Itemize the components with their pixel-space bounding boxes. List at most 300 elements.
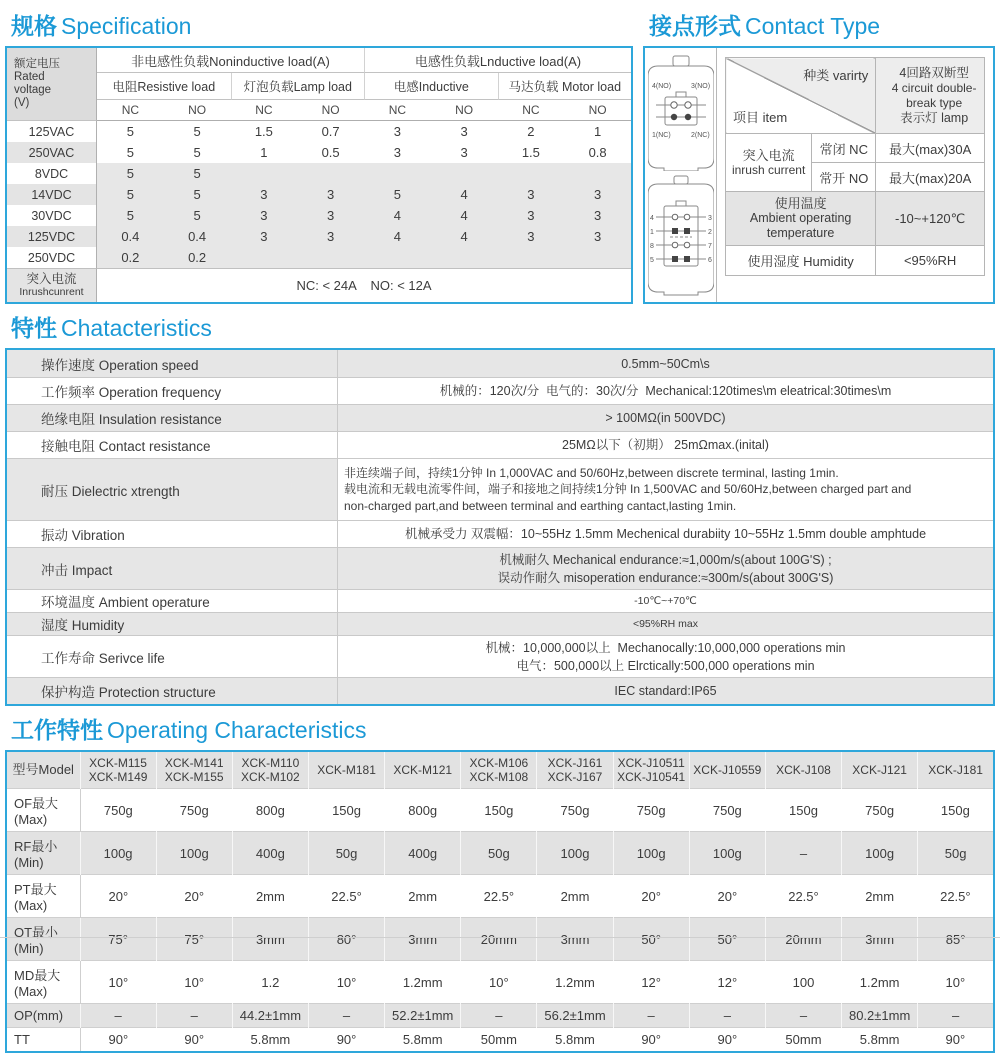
diagram2-label-5: 5 <box>649 257 654 264</box>
inrush-current-value: NC: < 24A NO: < 12A <box>97 268 631 302</box>
model-name: XCK-M110 <box>241 756 300 770</box>
operating-value: – <box>689 1004 765 1028</box>
operating-row-label: RF最小(Min) <box>6 832 80 875</box>
humidity-value: <95%RH <box>876 246 985 276</box>
characteristic-value-line: 机械：10,000,000以上 Mechanocally:10,000,000 operations min <box>485 640 846 655</box>
operating-value: 1.2mm <box>537 961 613 1004</box>
spec-title-en: Specification <box>61 13 192 39</box>
operating-value: 44.2±1mm <box>232 1004 308 1028</box>
diagram2-label-4: 4 <box>649 215 654 222</box>
vdc-value: 3 <box>260 187 268 202</box>
operating-row-label: OF最大(Max) <box>6 789 80 832</box>
characteristic-label: 操作速度 Operation speed <box>41 357 199 373</box>
vdc-value: 3 <box>527 208 535 223</box>
characteristic-label: 冲击 Impact <box>41 562 113 578</box>
vdc-value: 3 <box>327 187 335 202</box>
operating-row <box>6 832 994 875</box>
nc-no-header: NC <box>97 100 164 121</box>
characteristic-row <box>7 458 993 520</box>
model-column-header: 型号Model <box>6 751 80 789</box>
operating-value: 90° <box>80 1028 156 1053</box>
vdc-value-cell <box>431 163 498 268</box>
specification-table <box>5 46 633 304</box>
vdc-value <box>596 247 600 268</box>
operating-value: 20° <box>156 875 232 918</box>
operating-value: 90° <box>918 1028 994 1053</box>
operating-value: 90° <box>689 1028 765 1053</box>
vdc-value: 5 <box>193 166 201 181</box>
diagram1-label-2nc: 2(NC) <box>690 132 710 139</box>
load-subgroup-header: 电感Inductive <box>364 73 498 100</box>
contact-diagram-8-terminal <box>648 173 714 297</box>
diagram2-label-7: 7 <box>707 243 712 250</box>
contact-section-title <box>643 2 995 46</box>
operating-value: 3mm <box>842 918 918 961</box>
operating-value: 20° <box>613 875 689 918</box>
model-name-header <box>537 751 613 789</box>
characteristic-value <box>337 378 993 404</box>
vdc-value <box>329 247 333 268</box>
operating-value: 100g <box>613 832 689 875</box>
characteristics-section-title <box>5 304 995 348</box>
vdc-value: 5 <box>126 208 134 223</box>
vac-value-cell <box>564 121 631 163</box>
inrush-label-en: Inrushcunrent <box>19 285 84 298</box>
vdc-value <box>262 247 266 268</box>
voltage-row-label: 14VDC <box>7 184 97 205</box>
vac-value-cell <box>364 121 431 163</box>
load-subgroup-header: 马达负载 Motor load <box>498 73 632 100</box>
operating-value: 150g <box>308 789 384 832</box>
characteristic-label: 耐压 Dielectric xtrength <box>41 483 180 499</box>
model-name: XCK-M106 <box>469 756 529 770</box>
load-group-header: 电感性负载Lnductive load(A) <box>364 48 631 73</box>
characteristic-value-line: 非连续端子间，持续1分钟 In 1,000VAC and 50/60Hz,between discrete terminal, lasting 1min. <box>344 465 839 480</box>
characteristic-value <box>337 405 993 431</box>
vdc-value: 4 <box>393 208 401 223</box>
variety-line: break type <box>906 95 963 110</box>
operating-row-label: OP(mm) <box>6 1004 80 1028</box>
vdc-value: 0.2 <box>121 250 140 265</box>
characteristic-value <box>337 636 993 677</box>
operating-value: 2mm <box>385 875 461 918</box>
vac-value-cell <box>231 121 298 163</box>
vdc-value <box>462 247 466 268</box>
voltage-row-label: 250VDC <box>7 247 97 268</box>
load-subgroup-header: 电阻Resistive load <box>97 73 231 100</box>
nc-no-header: NO <box>431 100 498 121</box>
operating-value: 750g <box>842 789 918 832</box>
characteristic-value <box>337 613 993 635</box>
model-name: XCK-M115 <box>89 756 147 770</box>
voltage-row-label: 125VAC <box>7 121 97 142</box>
voltage-row-label: 125VDC <box>7 226 97 247</box>
char-title-zh: 特性 <box>11 315 57 341</box>
vdc-value: 5 <box>193 187 201 202</box>
vdc-value <box>262 163 266 184</box>
operating-row-label: TT <box>6 1028 80 1053</box>
vdc-value: 4 <box>460 229 468 244</box>
rated-voltage-line: voltage <box>14 84 52 96</box>
contact-type-table <box>725 57 985 276</box>
characteristic-label: 工作寿命 Serivce life <box>41 650 165 666</box>
vac-value: 1 <box>594 124 602 139</box>
diagram2-label-1: 1 <box>649 229 654 236</box>
characteristic-value-line: 25MΩ以下（初期） 25mΩmax.(inital) <box>562 438 769 452</box>
operating-section-title <box>5 706 995 750</box>
operating-value: 10° <box>156 961 232 1004</box>
operating-value: 20° <box>689 875 765 918</box>
characteristic-value-line: > 100MΩ(in 500VDC) <box>605 411 726 425</box>
operating-value: – <box>80 1004 156 1028</box>
characteristic-label: 绝缘电阻 Insulation resistance <box>41 412 222 427</box>
characteristic-row <box>7 377 993 404</box>
operating-value: 100g <box>537 832 613 875</box>
inrush-label-zh: 突入电流 <box>26 271 77 286</box>
operating-value: – <box>308 1004 384 1028</box>
model-name: XCK-J167 <box>547 770 603 784</box>
nc-no-header: NC <box>364 100 431 121</box>
vdc-value: 3 <box>327 208 335 223</box>
model-name: XCK-M121 <box>393 763 453 777</box>
vac-value: 5 <box>126 145 134 160</box>
vdc-value <box>462 163 466 184</box>
model-name: XCK-J161 <box>547 756 603 770</box>
characteristic-value-line: -10℃~+70℃ <box>634 595 697 607</box>
vac-value: 0.8 <box>588 145 607 160</box>
nc-no-header: NO <box>164 100 231 121</box>
operating-value: 50mm <box>461 1028 537 1053</box>
characteristic-label: 保护构造 Protection structure <box>41 685 216 700</box>
vdc-value: 3 <box>527 229 535 244</box>
variety-line: 4 circuit double- <box>891 80 977 95</box>
characteristic-value-line: <95%RH max <box>632 618 699 630</box>
operating-value: 52.2±1mm <box>385 1004 461 1028</box>
model-name: XCK-M102 <box>241 770 300 784</box>
model-name: XCK-J10541 <box>617 770 686 784</box>
operating-value: 150g <box>918 789 994 832</box>
operating-value: 75° <box>80 918 156 961</box>
operating-value: 90° <box>613 1028 689 1053</box>
no-label: 常开 NO <box>812 163 876 192</box>
characteristic-value-line: IEC standard:IP65 <box>614 684 717 698</box>
model-name-header <box>765 751 841 789</box>
model-name-header <box>689 751 765 789</box>
vac-value-cell <box>498 121 565 163</box>
characteristic-row <box>7 520 993 547</box>
characteristic-value-line: 机械承受力 双震幅：10~55Hz 1.5mm Mechenical durabiity 10~55Hz 1.5mm double amphtude <box>404 527 927 541</box>
vdc-value: 4 <box>460 208 468 223</box>
characteristic-value <box>337 432 993 458</box>
vdc-value <box>529 163 533 184</box>
model-name: XCK-M149 <box>88 770 148 784</box>
operating-value: – <box>765 832 841 875</box>
contact-title-en: Contact Type <box>745 13 881 39</box>
operating-value: 12° <box>613 961 689 1004</box>
operating-value: 1.2 <box>232 961 308 1004</box>
operating-value: 3mm <box>232 918 308 961</box>
contact-diagram-4-terminal <box>648 53 714 171</box>
operating-value: 50g <box>308 832 384 875</box>
op-title-en: Operating Characteristics <box>107 717 367 743</box>
model-name: XCK-M141 <box>164 756 224 770</box>
operating-value: 50° <box>689 918 765 961</box>
model-name: XCK-J10559 <box>693 763 762 777</box>
operating-value: 20mm <box>461 918 537 961</box>
diagram2-label-2: 2 <box>707 229 712 236</box>
voltage-row-label: 250VAC <box>7 142 97 163</box>
inrush-current-row-label <box>7 268 97 302</box>
operating-value: – <box>765 1004 841 1028</box>
characteristic-label: 环境温度 Ambient operature <box>41 595 210 610</box>
variety-line: 4回路双断型 <box>899 65 969 80</box>
model-name-header <box>918 751 994 789</box>
model-name: XCK-J181 <box>928 763 983 777</box>
vac-value: 0.5 <box>321 145 340 160</box>
operating-value: 22.5° <box>308 875 384 918</box>
operating-row-label: PT最大(Max) <box>6 875 80 918</box>
operating-value: 800g <box>385 789 461 832</box>
vac-value: 3 <box>393 124 401 139</box>
temp-label-en: temperature <box>766 225 835 240</box>
vdc-value: 3 <box>260 229 268 244</box>
spec-section-title <box>5 2 633 46</box>
vdc-value <box>396 247 400 268</box>
characteristic-value <box>337 590 993 612</box>
operating-value: 150g <box>461 789 537 832</box>
characteristic-label: 接触电阻 Contact resistance <box>41 439 211 454</box>
operating-value: 10° <box>918 961 994 1004</box>
characteristic-value-line: 误动作耐久 misoperation endurance:≈300m/s(about 300G'S) <box>497 570 834 585</box>
diagram1-label-4no: 4(NO) <box>651 83 671 90</box>
inrush-label-zh: 突入电流 <box>742 147 795 163</box>
operating-value: 80° <box>308 918 384 961</box>
characteristic-value-line: 载电流和无载电流零件间，端子和接地之间持续1分钟 In 1,500VAC and 50/60Hz,between charged part and <box>344 482 912 497</box>
model-name-header <box>80 751 156 789</box>
operating-value: 10° <box>308 961 384 1004</box>
characteristic-value <box>337 548 993 589</box>
operating-row <box>6 789 994 832</box>
vdc-value-cell <box>297 163 364 268</box>
nc-no-header: NO <box>297 100 364 121</box>
model-name-header <box>842 751 918 789</box>
operating-value: – <box>918 1004 994 1028</box>
vac-value-cell <box>97 121 164 163</box>
operating-value: – <box>461 1004 537 1028</box>
operating-value: 1.2mm <box>385 961 461 1004</box>
vdc-value: 3 <box>327 229 335 244</box>
voltage-row-label: 8VDC <box>7 163 97 184</box>
operating-value: – <box>613 1004 689 1028</box>
model-name-header <box>308 751 384 789</box>
operating-value: 100g <box>156 832 232 875</box>
nc-value: 最大(max)30A <box>876 134 985 163</box>
diagram2-label-8: 8 <box>649 243 654 250</box>
vdc-value: 3 <box>260 208 268 223</box>
operating-value: 3mm <box>537 918 613 961</box>
operating-value: 5.8mm <box>232 1028 308 1053</box>
bottom-separator <box>0 937 1000 938</box>
model-name: XCK-J10511 <box>617 756 685 770</box>
vdc-value: 4 <box>460 187 468 202</box>
operating-value: 2mm <box>842 875 918 918</box>
operating-value: 90° <box>308 1028 384 1053</box>
operating-value: 12° <box>689 961 765 1004</box>
operating-value: 22.5° <box>918 875 994 918</box>
operating-row <box>6 1004 994 1028</box>
characteristic-value-line: 机械的：120次/分 电气的：30次/分 Mechanical:120times\m eleatrical:30times\m <box>439 384 892 398</box>
no-value: 最大(max)20A <box>876 163 985 192</box>
model-name-header <box>156 751 232 789</box>
vac-value: 5 <box>193 145 201 160</box>
operating-value: 10° <box>80 961 156 1004</box>
vac-value: 3 <box>460 124 468 139</box>
characteristic-value <box>337 459 993 520</box>
operating-value: 50° <box>613 918 689 961</box>
operating-value: 2mm <box>537 875 613 918</box>
vdc-value: 5 <box>393 187 401 202</box>
model-name: XCK-M108 <box>469 770 529 784</box>
vac-value: 1.5 <box>521 145 540 160</box>
operating-row <box>6 918 994 961</box>
characteristic-value-line: 电气：500,000以上 Elrctically:500,000 operations min <box>516 658 815 673</box>
operating-value: 100g <box>80 832 156 875</box>
operating-value: 5.8mm <box>537 1028 613 1053</box>
vdc-value-cell <box>97 163 164 268</box>
operating-value: 5.8mm <box>385 1028 461 1053</box>
vac-value: 2 <box>527 124 535 139</box>
characteristic-label: 振动 Vibration <box>41 528 125 543</box>
op-title-zh: 工作特性 <box>11 717 103 743</box>
contact-diagrams <box>645 48 717 302</box>
vdc-value-cell <box>164 163 231 268</box>
model-name-header <box>461 751 537 789</box>
vdc-value: 4 <box>393 229 401 244</box>
vac-value-cell <box>431 121 498 163</box>
variety-line: 表示灯 lamp <box>900 110 969 125</box>
rated-voltage-line: Rated <box>14 71 45 83</box>
vdc-value: 5 <box>126 166 134 181</box>
vdc-value: 0.4 <box>121 229 140 244</box>
inrush-current-label <box>726 134 812 192</box>
rated-voltage-line: (V) <box>14 97 30 109</box>
model-name-header <box>385 751 461 789</box>
nc-no-header: NC <box>498 100 565 121</box>
vdc-value: 3 <box>594 229 602 244</box>
model-name: XCK-J108 <box>776 763 831 777</box>
operating-value: 10° <box>461 961 537 1004</box>
operating-value: 3mm <box>385 918 461 961</box>
operating-value: 1.2mm <box>842 961 918 1004</box>
vac-value: 1.5 <box>254 124 273 139</box>
operating-row-label: OT最小(Min) <box>6 918 80 961</box>
operating-row-label: MD最大(Max) <box>6 961 80 1004</box>
model-name: XCK-M155 <box>164 770 224 784</box>
vdc-value: 3 <box>594 187 602 202</box>
vac-value-cell <box>297 121 364 163</box>
operating-value: 750g <box>80 789 156 832</box>
operating-value: 2mm <box>232 875 308 918</box>
inrush-label-en: inrush current <box>731 162 806 177</box>
variety-value-cell <box>876 58 985 134</box>
operating-value: 100 <box>765 961 841 1004</box>
operating-row <box>6 961 994 1004</box>
operating-value: 750g <box>156 789 232 832</box>
characteristic-value-line: 0.5mm~50Cm\s <box>621 356 710 371</box>
operating-value: – <box>156 1004 232 1028</box>
vdc-value <box>396 163 400 184</box>
spec-title-zh: 规格 <box>11 13 57 39</box>
operating-value: 75° <box>156 918 232 961</box>
operating-value: 20° <box>80 875 156 918</box>
nc-label: 常闭 NC <box>812 134 876 163</box>
vdc-value <box>329 163 333 184</box>
operating-value: 22.5° <box>765 875 841 918</box>
vac-value: 5 <box>126 124 134 139</box>
vac-value: 3 <box>393 145 401 160</box>
operating-value: 100g <box>689 832 765 875</box>
operating-value: 50g <box>918 832 994 875</box>
characteristic-value <box>337 350 993 377</box>
diagram2-label-6: 6 <box>707 257 712 264</box>
characteristic-row <box>7 350 993 377</box>
characteristic-value-line: non-charged part,and between terminal and earthing cantact,lasting 1min. <box>344 498 737 513</box>
vdc-value-cell <box>564 163 631 268</box>
characteristic-row <box>7 404 993 431</box>
characteristic-row <box>7 612 993 635</box>
operating-value: 750g <box>613 789 689 832</box>
ambient-temperature-label <box>726 192 876 246</box>
characteristic-row <box>7 589 993 612</box>
diagram1-label-1nc: 1(NC) <box>651 132 671 139</box>
operating-value: 800g <box>232 789 308 832</box>
operating-value: 80.2±1mm <box>842 1004 918 1028</box>
characteristic-row <box>7 677 993 704</box>
model-name: XCK-J121 <box>852 763 907 777</box>
operating-value: 56.2±1mm <box>537 1004 613 1028</box>
characteristic-value-line: 机械耐久 Mechanical endurance:≈1,000m/s(about 100G'S) ; <box>499 552 832 567</box>
ambient-temperature-value: -10~+120℃ <box>876 192 985 246</box>
operating-value: 750g <box>689 789 765 832</box>
vdc-value <box>529 247 533 268</box>
characteristic-row <box>7 547 993 589</box>
operating-value: 400g <box>385 832 461 875</box>
model-name-header <box>613 751 689 789</box>
vdc-value <box>596 163 600 184</box>
operating-value: 5.8mm <box>842 1028 918 1053</box>
vdc-value-cell <box>364 163 431 268</box>
characteristic-row <box>7 635 993 677</box>
char-title-en: Chatacteristics <box>61 315 212 341</box>
vdc-value: 0.2 <box>188 250 207 265</box>
rated-voltage-line: 额定电压 <box>14 58 60 70</box>
operating-value: 50g <box>461 832 537 875</box>
operating-row <box>6 1028 994 1053</box>
model-name-header <box>232 751 308 789</box>
nc-no-header: NO <box>564 100 631 121</box>
variety-header-label: 种类 varirty <box>803 68 869 83</box>
contact-header-diagonal-cell <box>726 58 876 134</box>
characteristic-label: 湿度 Humidity <box>41 618 125 633</box>
humidity-label: 使用湿度 Humidity <box>726 246 876 276</box>
voltage-row-label: 30VDC <box>7 205 97 226</box>
diagram1-label-3no: 3(NO) <box>690 83 710 90</box>
operating-row <box>6 875 994 918</box>
contact-title-zh: 接点形式 <box>649 13 741 39</box>
characteristic-value <box>337 678 993 704</box>
load-group-header: 非电感性负载Noninductive load(A) <box>97 48 364 73</box>
operating-value: 50mm <box>765 1028 841 1053</box>
